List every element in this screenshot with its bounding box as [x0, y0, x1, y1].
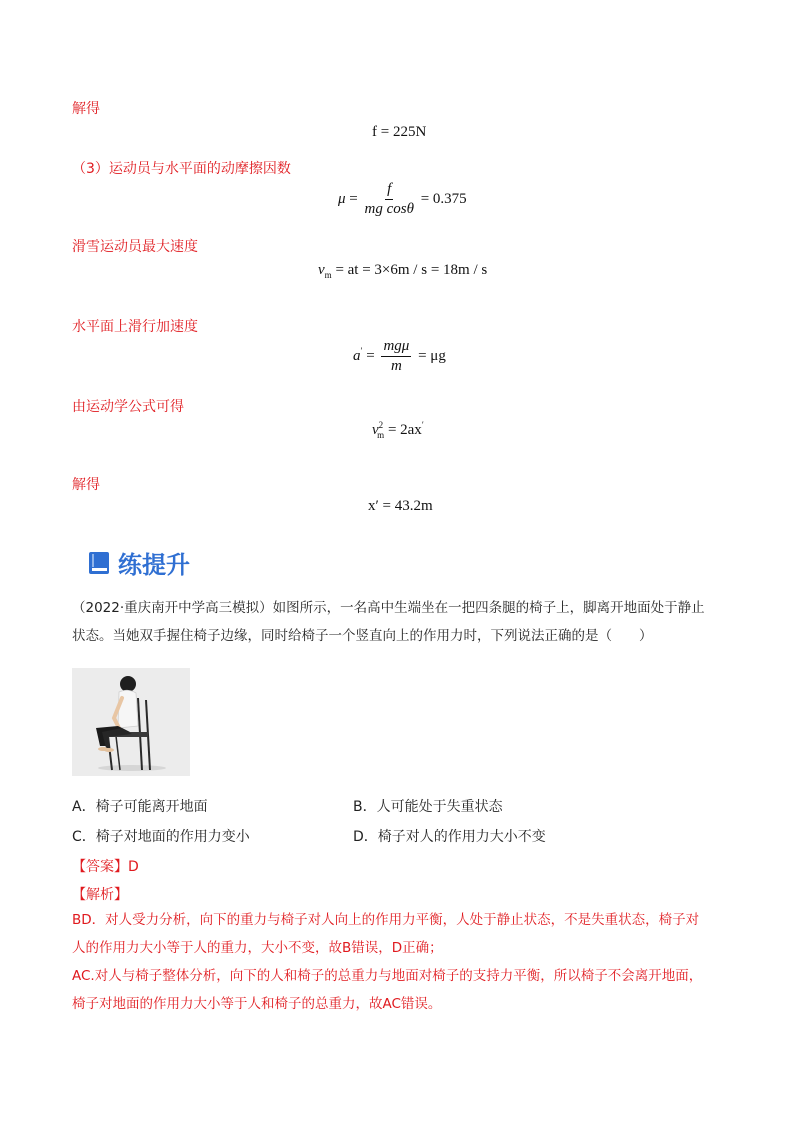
formula-accel: a′ = $\frac{\text{mgμ}}{m}$ = μg	[353, 338, 446, 374]
book-icon	[88, 551, 110, 575]
jiede-label-2: 解得	[72, 477, 100, 493]
item3-label: （3）运动员与水平面的动摩擦因数	[72, 161, 291, 177]
question-line-2: 状态。当她双手握住椅子边缘，同时给椅子一个竖直向上的作用力时，下列说法正确的是（ ）	[72, 628, 653, 644]
question-photo	[72, 668, 190, 776]
formula-v-squared: $v^2_m = 2ax'$	[372, 420, 424, 440]
analysis-text	[72, 906, 732, 1018]
formula-mu-denominator: mg cosθ	[364, 201, 414, 217]
formula-vmax: $v_m$ = at = 3×6m / s = 18m / s	[318, 262, 488, 280]
student-on-chair-illustration	[72, 668, 190, 776]
formula-v-squared-rhs: = 2ax	[387, 422, 422, 438]
analysis-bd-line-1: BD．对人受力分析，向下的重力与椅子对人向上的作用力平衡，人处于静止状态，不是失重状态，椅子对	[72, 912, 700, 928]
option-a: A．椅子可能离开地面	[72, 799, 208, 815]
analysis-bd-line-2: 人的作用力大小等于人的重力，大小不变，故B错误，D正确；	[72, 940, 443, 956]
section-title: 练提升	[118, 551, 190, 579]
analysis-ac-line-1: AC.对人与椅子整体分析，向下的人和椅子的总重力与地面对椅子的支持力平衡，所以椅子不会离开地面，	[72, 968, 703, 984]
jiede-label-1: 解得	[72, 101, 100, 117]
option-d: D．椅子对人的作用力大小不变	[353, 829, 546, 845]
kinematics-label: 由运动学公式可得	[72, 399, 184, 415]
section-heading	[88, 545, 190, 580]
formula-accel-numerator: mgμ	[381, 338, 411, 357]
accel-label: 水平面上滑行加速度	[72, 319, 198, 335]
answer-label: 【答案】D	[72, 859, 139, 875]
formula-mu-value: = 0.375	[420, 190, 467, 207]
question-text	[72, 594, 732, 650]
formula-mu: μ = $\frac{f}{\text{mg cosθ}}$ = 0.375	[338, 181, 467, 217]
formula-vmax-rhs: = at = 3×6m / s = 18m / s	[335, 262, 488, 278]
formula-friction: f = 225N	[372, 124, 427, 140]
option-c: C．椅子对地面的作用力变小	[72, 829, 250, 845]
formula-x-prime: x′ = 43.2m	[368, 498, 433, 514]
question-line-1: （2022·重庆南开中学高三模拟）如图所示，一名高中生端坐在一把四条腿的椅子上，脚离开地面处于静止	[72, 600, 705, 616]
formula-mu-numerator: f	[385, 181, 393, 200]
formula-accel-rhs: = μg	[418, 347, 446, 364]
formula-accel-denominator: m	[390, 358, 402, 374]
vmax-label: 滑雪运动员最大速度	[72, 239, 198, 255]
analysis-ac-line-2: 椅子对地面的作用力大小等于人和椅子的总重力，故AC错误。	[72, 996, 442, 1012]
analysis-label: 【解析】	[72, 887, 128, 903]
option-b: B．人可能处于失重状态	[353, 799, 503, 815]
